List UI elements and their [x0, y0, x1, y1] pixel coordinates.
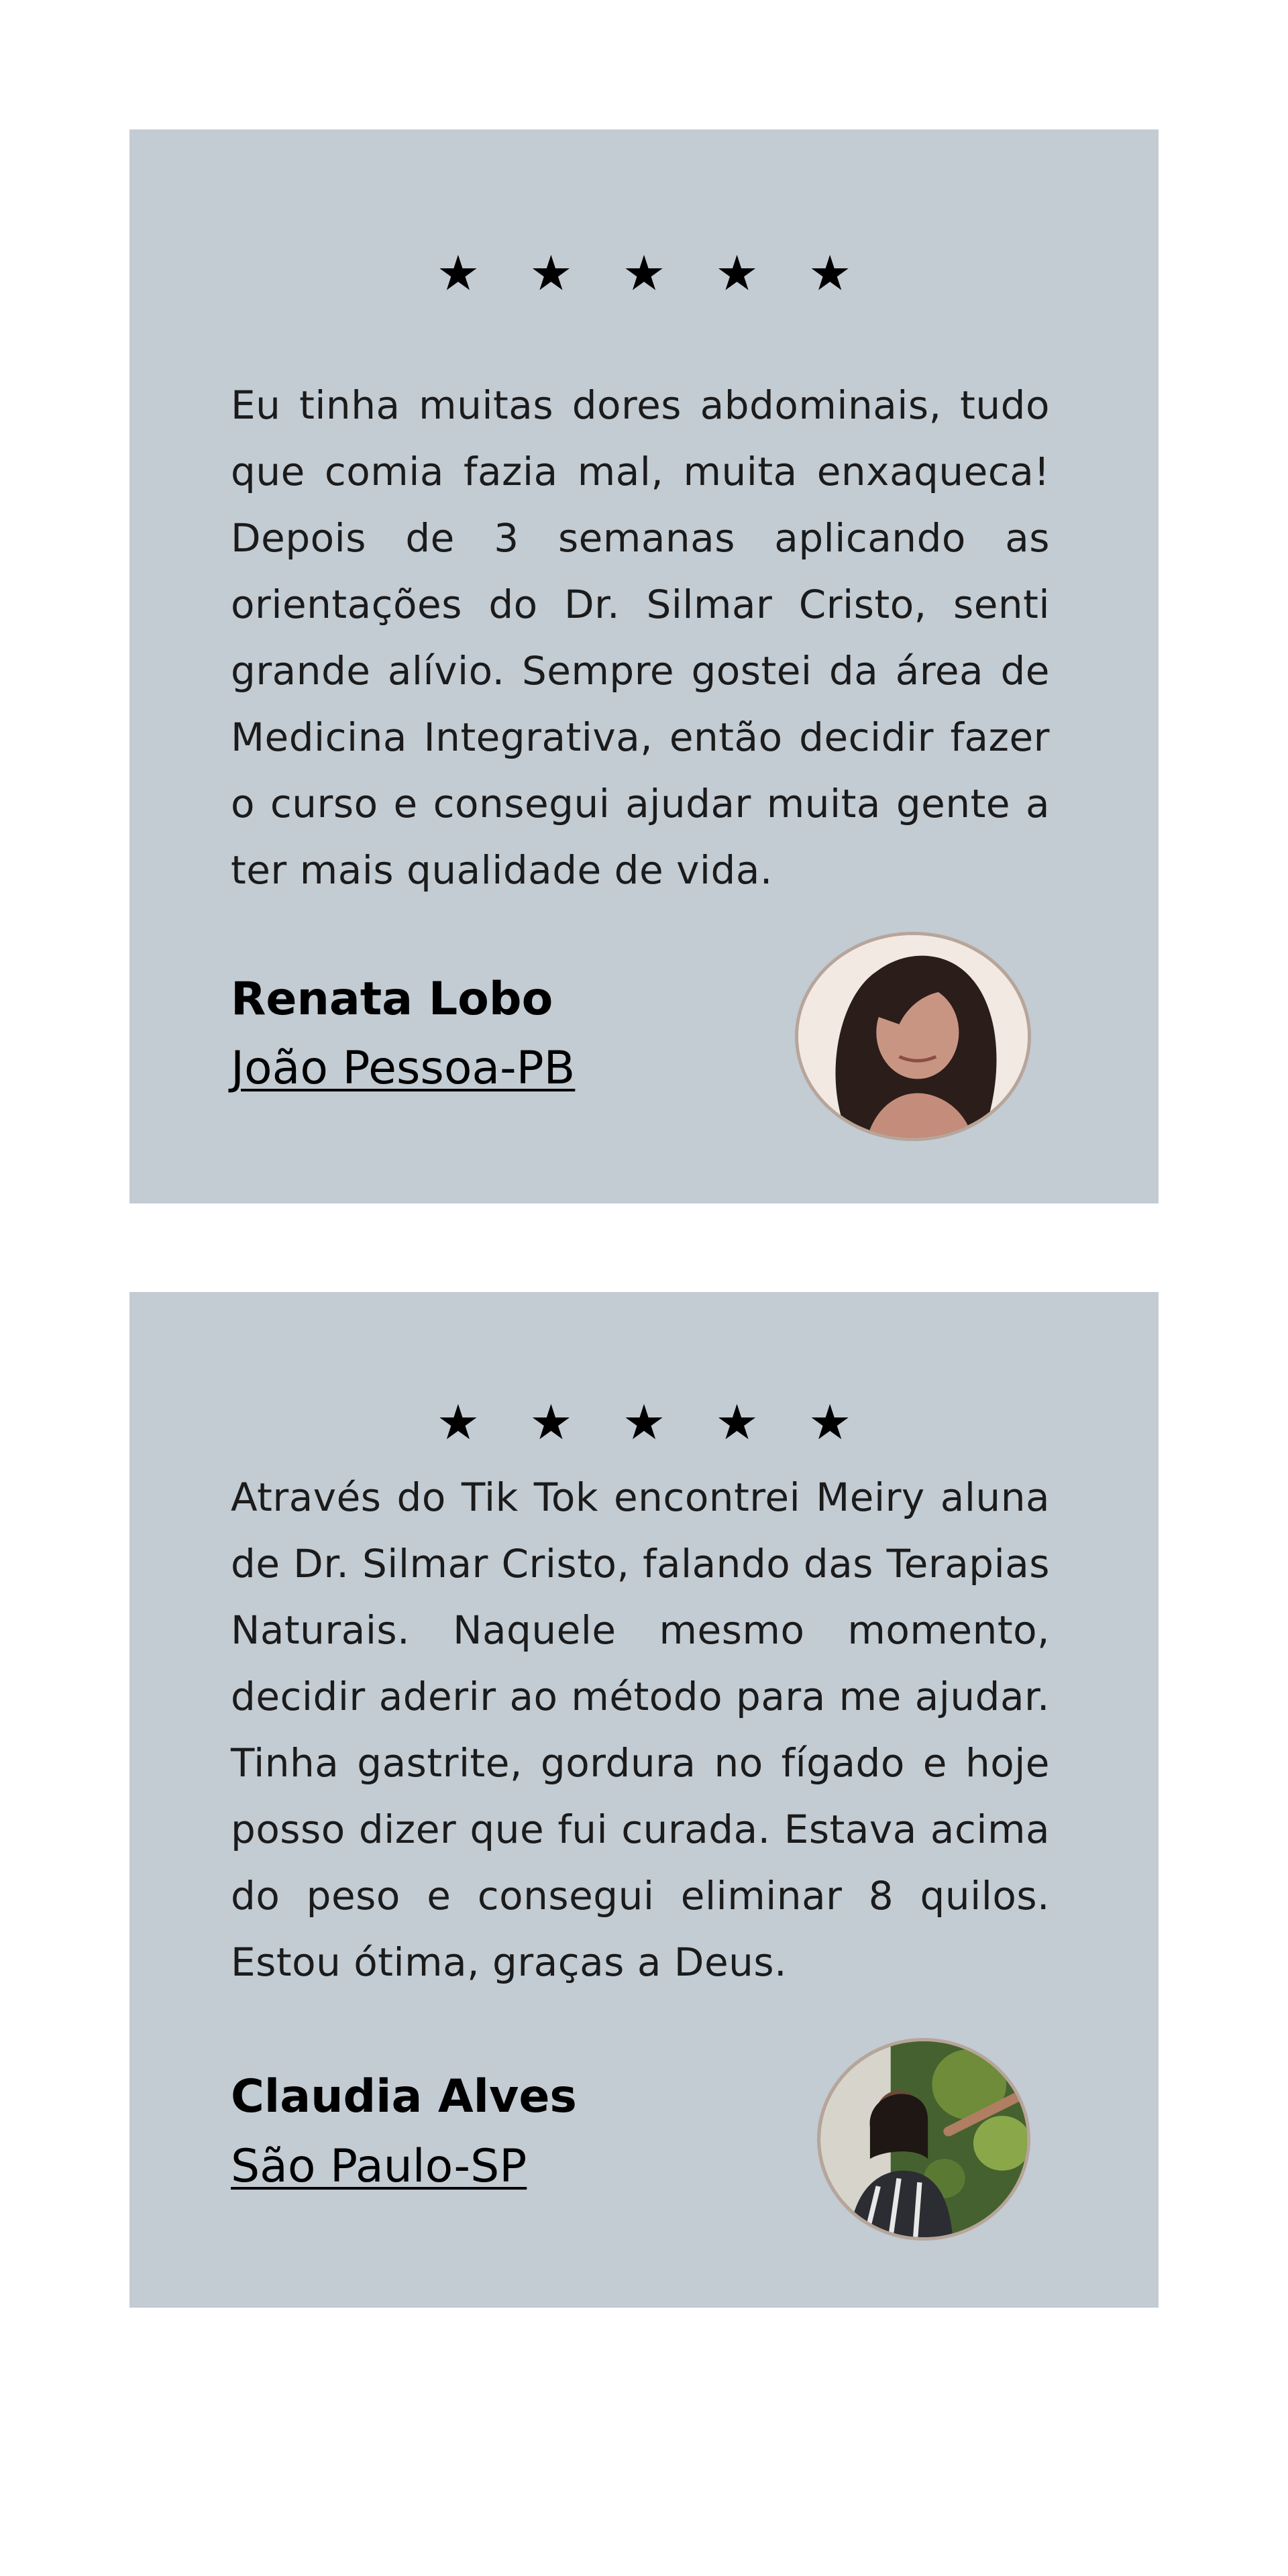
star-icon: ★ [436, 245, 480, 301]
star-icon: ★ [436, 1394, 480, 1450]
star-icon: ★ [808, 1394, 852, 1450]
rating-stars [129, 245, 1159, 301]
testimonial-card [129, 129, 1159, 1203]
rating-stars [129, 1394, 1159, 1450]
avatar [817, 2038, 1030, 2241]
avatar-photo [820, 2041, 1027, 2237]
author-name: Renata Lobo [231, 973, 553, 1026]
avatar [795, 932, 1031, 1141]
avatar-photo [798, 935, 1028, 1138]
testimonial-card [129, 1292, 1159, 2308]
star-icon: ★ [715, 245, 759, 301]
testimonial-quote: Eu tinha muitas dores abdominais, tudo que comia fazia mal, muita enxaqueca! Depois de 3 semanas aplicando as orientações do Dr. Silmar Cristo, senti grande alívio. Sempre gostei da área de Medicina Integrativa, então decidir fazer o curso e consegui ajudar muita gente a ter mais qualidade de vida. [231, 382, 1050, 893]
star-icon: ★ [715, 1394, 759, 1450]
star-icon: ★ [529, 245, 573, 301]
star-icon: ★ [808, 245, 852, 301]
author-name: Claudia Alves [231, 2070, 577, 2123]
author-city: São Paulo-SP [231, 2140, 527, 2193]
star-icon: ★ [622, 1394, 666, 1450]
star-icon: ★ [529, 1394, 573, 1450]
testimonial-quote: Através do Tik Tok encontrei Meiry aluna de Dr. Silmar Cristo, falando das Terapias Naturais. Naquele mesmo momento, decidir aderir ao método para me ajudar. Tinha gastrite, gordura no fígado e hoje posso dizer que fui curada. Estava acima do peso e consegui eliminar 8 quilos. Estou ótima, graças a Deus. [231, 1474, 1050, 1985]
author-city: João Pessoa-PB [231, 1042, 576, 1095]
star-icon: ★ [622, 245, 666, 301]
